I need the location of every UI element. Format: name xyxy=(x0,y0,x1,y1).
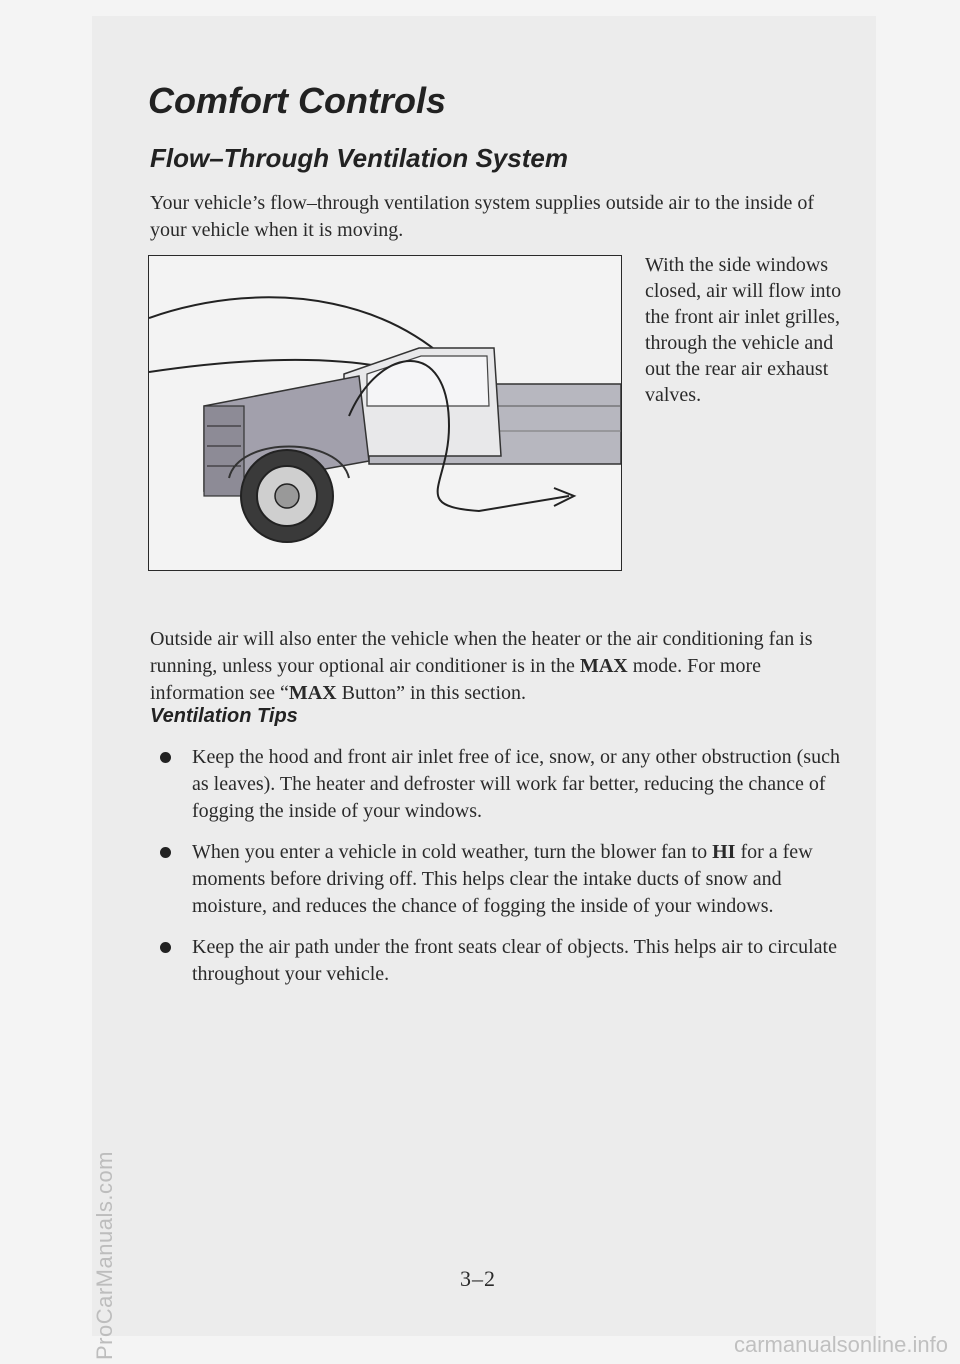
max-mode-label: MAX xyxy=(579,655,628,677)
front-grille xyxy=(204,406,244,496)
list-item: Keep the air path under the front seats clear of objects. This helps air to circulate throughout your vehicle. xyxy=(150,934,855,988)
ventilation-tips-heading: Ventilation Tips xyxy=(150,705,298,727)
bottom-watermark: carmanualsonline.info xyxy=(733,1332,948,1357)
subsection-title: Flow–Through Ventilation System xyxy=(150,143,568,173)
bullet-icon xyxy=(160,752,171,763)
list-item: When you enter a vehicle in cold weather, turn the blower fan to HI for a few moments before driving off. This helps clear the intake ducts of snow and moisture, and reduces the chance of fogging the inside of your windows. xyxy=(150,839,855,920)
outside-air-paragraph: Outside air will also enter the vehicle when the heater or the air conditioning fan is running, unless your optional air conditioner is in the MAX mode. For more information see “MAX Button” in this section. xyxy=(150,628,813,704)
section-title: Comfort Controls xyxy=(148,80,446,121)
ventilation-tips-list xyxy=(150,744,855,1002)
bullet-icon xyxy=(160,942,171,953)
truck-airflow-illustration xyxy=(148,255,622,571)
truck-illustration-svg xyxy=(149,256,621,570)
side-watermark: ProCarManuals.com xyxy=(92,1150,117,1360)
intro-paragraph: Your vehicle’s flow–through ventilation system supplies outside air to the inside of your vehicle when it is moving. xyxy=(150,192,815,241)
bullet-icon xyxy=(160,847,171,858)
list-item: Keep the hood and front air inlet free of ice, snow, or any other obstruction (such as leaves). The heater and defroster will work far better, reducing the chance of fogging the inside of your windows. xyxy=(150,744,855,825)
figure-caption: With the side windows closed, air will flow into the front air inlet grilles, through the vehicle and out the rear air exhaust valves. xyxy=(645,254,842,406)
max-button-label: MAX xyxy=(288,682,337,704)
page-number: 3–2 xyxy=(460,1266,496,1291)
